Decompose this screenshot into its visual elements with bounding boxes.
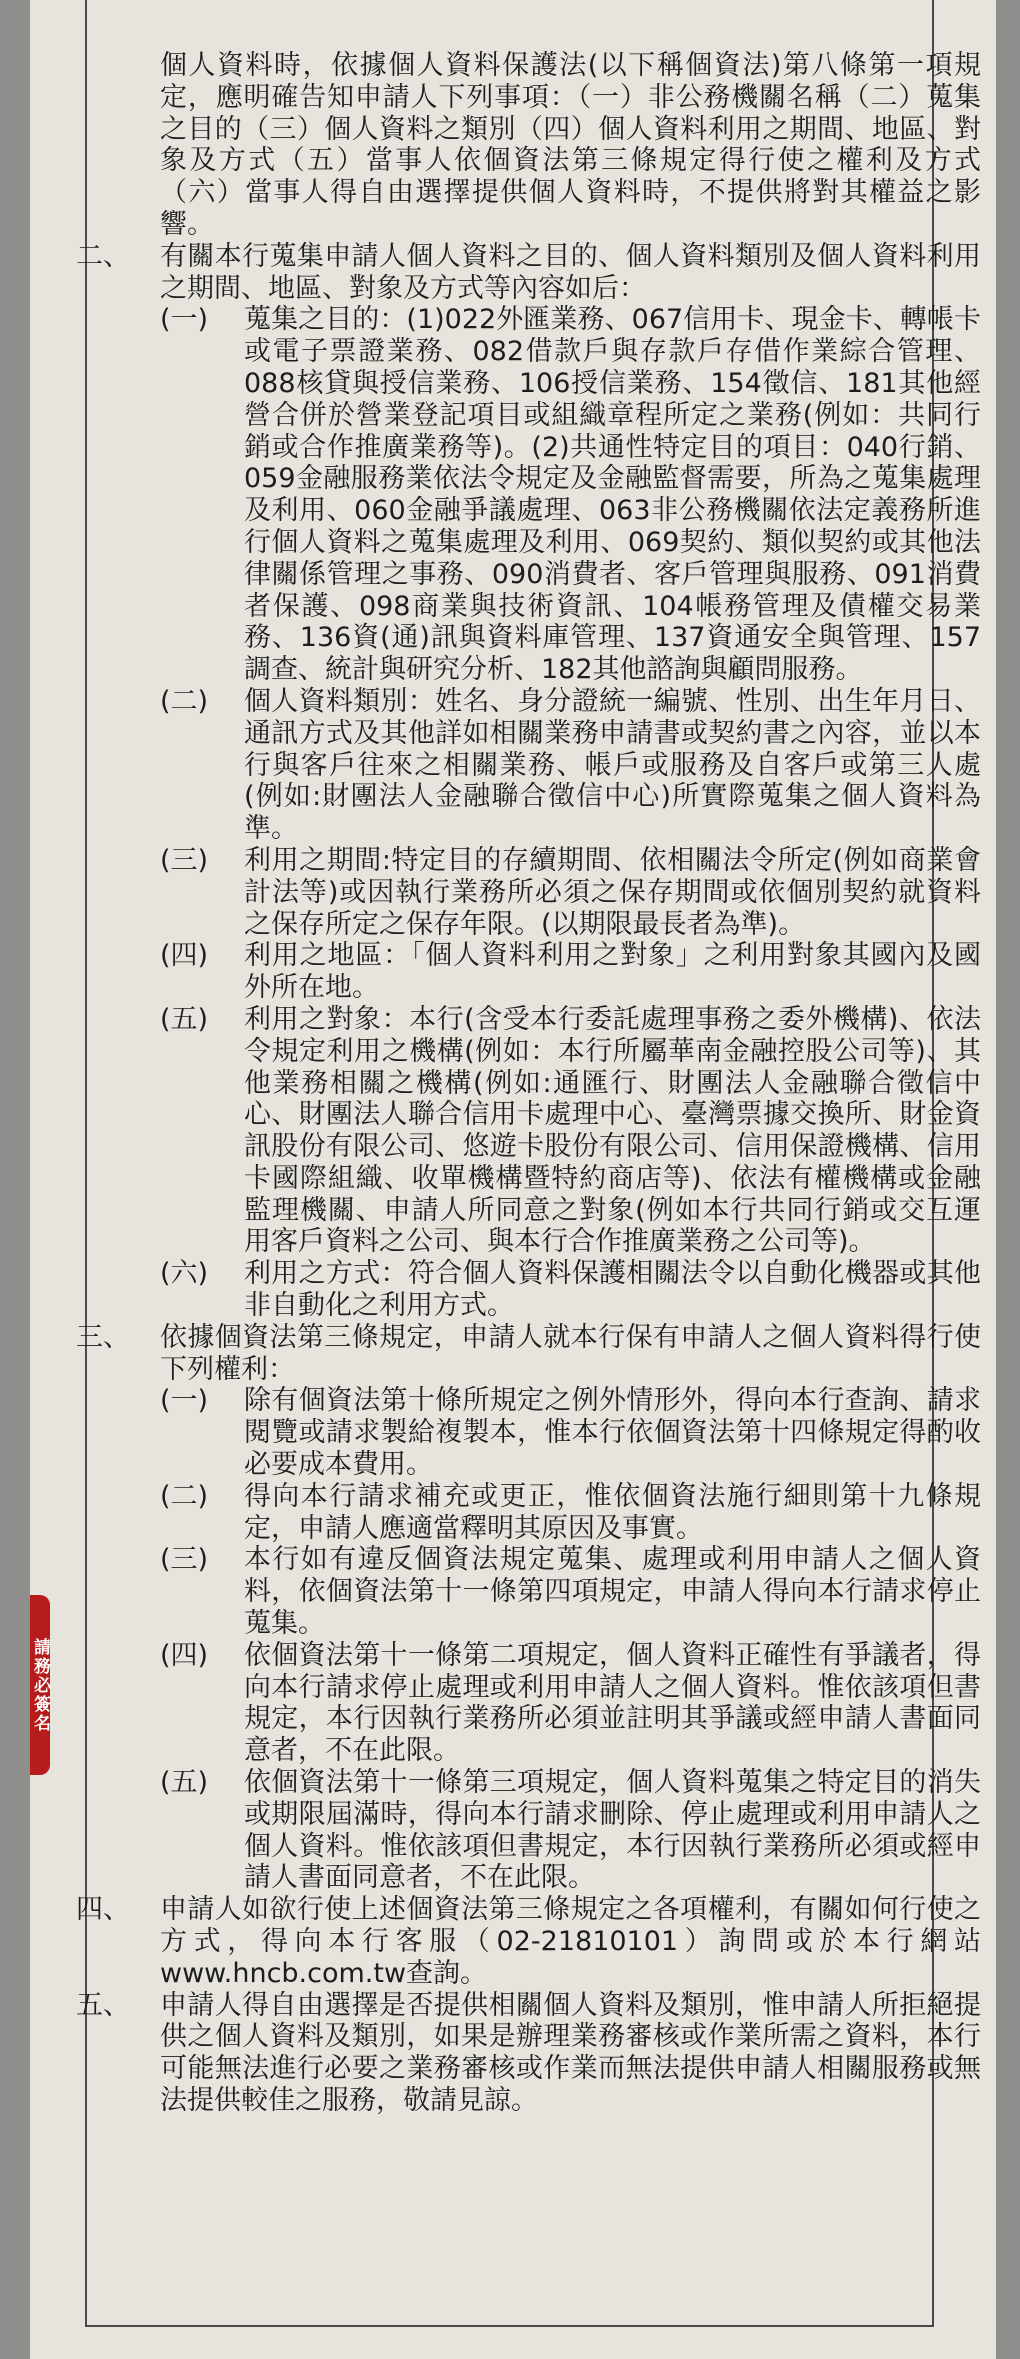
item-number: (一) bbox=[160, 304, 209, 336]
item-number: (六) bbox=[160, 1258, 209, 1290]
section-number: 五、 bbox=[76, 1989, 130, 2021]
item-text: 蒐集之目的：(1)022外匯業務、067信用卡、現金卡、轉帳卡或電子票證業務、082借款戶與存款戶存借作業綜合管理、088核貸與授信業務、106授信業務、154徵信、181其他經營合併於營業登記項目或組織章程所定之業務(例如：共同行銷或合作推廣業務等)。(2)共通性特定目的項目：040行銷、059金融服務業依法令規定及金融監督需要，所為之蒐集處理及利用、060金融爭議處理、063非公務機關依法定義務所進行個人資料之蒐集處理及利用、069契約、類似契約或其他法律關係管理之事務、090消費者、客戶管理與服務、091消費者保護、098商業與技術資訊、104帳務管理及債權交易業務、136資(通)訊與資料庫管理、137資通安全與管理、157調查、統計與研究分析、182其他諮詢與顧問服務。 bbox=[244, 304, 981, 686]
sections bbox=[76, 241, 981, 2117]
section-text: 依據個資法第三條規定，申請人就本行保有申請人之個人資料得行使下列權利： bbox=[160, 1321, 981, 1385]
item-text: 得向本行請求補充或更正，惟依個資法施行細則第十九條規定，申請人應適當釋明其原因及事實。 bbox=[244, 1480, 981, 1544]
item-text: 利用之方式：符合個人資料保護相關法令以自動化機器或其他非自動化之利用方式。 bbox=[244, 1258, 981, 1322]
item-text: 利用之期間:特定目的存續期間、依相關法令所定(例如商業會計法等)或因執行業務所必須之保存期間或依個別契約就資料之保存所定之保存年限。(以期限最長者為準)。 bbox=[244, 844, 981, 940]
section-text: 申請人得自由選擇是否提供相關個人資料及類別，惟申請人所拒絕提供之個人資料及類別，如果是辦理業務審核或作業所需之資料，本行可能無法進行必要之業務審核或作業而無法提供申請人相關服務或無法提供較佳之服務，敬請見諒。 bbox=[160, 1989, 981, 2116]
document-page bbox=[30, 0, 996, 2359]
section-text: 申請人如欲行使上述個資法第三條規定之各項權利，有關如何行使之方式，得向本行客服（02-21810101）詢問或於本行網站www.hncb.com.tw查詢。 bbox=[160, 1894, 981, 1989]
section-item bbox=[160, 686, 981, 845]
section-number: 三、 bbox=[76, 1321, 130, 1353]
item-number: (三) bbox=[160, 1544, 209, 1576]
item-number: (一) bbox=[160, 1385, 209, 1417]
section-item bbox=[160, 1481, 981, 1545]
section-item bbox=[160, 1385, 981, 1480]
section-item bbox=[160, 304, 981, 686]
privacy-notice bbox=[76, 50, 981, 2117]
item-number: (二) bbox=[160, 1480, 209, 1512]
signature-reminder-tab: 請務必簽名 bbox=[30, 1595, 50, 1775]
item-text: 依個資法第十一條第二項規定，個人資料正確性有爭議者，得向本行請求停止處理或利用申請人之個人資料。惟依該項但書規定，本行因執行業務所必須並註明其爭議或經申請人書面同意者，不在此限。 bbox=[244, 1639, 981, 1767]
item-text: 利用之對象：本行(含受本行委託處理事務之委外機構)、依法令規定利用之機構(例如：本行所屬華南金融控股公司等)、其他業務相關之機構(例如:通匯行、財團法人金融聯合徵信中心、財團法人聯合信用卡處理中心、臺灣票據交換所、財金資訊股份有限公司、悠遊卡股份有限公司、信用保證機構、信用卡國際組織、收單機構暨特約商店等)、依法有權機構或金融監理機關、申請人所同意之對象(例如本行共同行銷或交互運用客戶資料之公司、與本行合作推廣業務之公司等)。 bbox=[244, 1003, 981, 1258]
item-text: 本行如有違反個資法規定蒐集、處理或利用申請人之個人資料，依個資法第十一條第四項規定，申請人得向本行請求停止蒐集。 bbox=[244, 1544, 981, 1640]
section-item bbox=[160, 1767, 981, 1894]
section bbox=[76, 1322, 981, 1386]
section-text: 有關本行蒐集申請人個人資料之目的、個人資料類別及個人資料利用之期間、地區、對象及方式等內容如后： bbox=[160, 240, 981, 304]
item-number: (四) bbox=[160, 1639, 209, 1671]
section bbox=[76, 1894, 981, 1989]
section-number: 二、 bbox=[76, 240, 130, 272]
item-number: (三) bbox=[160, 844, 209, 876]
section-item bbox=[160, 1004, 981, 1258]
intro-paragraph: 個人資料時，依據個人資料保護法(以下稱個資法)第八條第一項規定，應明確告知申請人下列事項：（一）非公務機關名稱（二）蒐集之目的（三）個人資料之類別（四）個人資料利用之期間、地區、對象及方式（五）當事人依個資法第三條規定得行使之權利及方式（六）當事人得自由選擇提供個人資料時，不提供將對其權益之影響。 bbox=[160, 50, 981, 240]
section-item bbox=[160, 940, 981, 1004]
section-number: 四、 bbox=[76, 1894, 130, 1926]
item-number: (五) bbox=[160, 1767, 209, 1799]
item-number: (二) bbox=[160, 685, 209, 717]
item-number: (四) bbox=[160, 940, 209, 972]
item-text: 利用之地區：「個人資料利用之對象」之利用對象其國內及國外所在地。 bbox=[244, 940, 981, 1004]
section-item bbox=[160, 1258, 981, 1322]
section-item bbox=[160, 1640, 981, 1767]
section bbox=[76, 1990, 981, 2117]
section-item bbox=[160, 845, 981, 940]
item-text: 個人資料類別：姓名、身分證統一編號、性別、出生年月日、通訊方式及其他詳如相關業務申請書或契約書之內容，並以本行與客戶往來之相關業務、帳戶或服務及自客戶或第三人處(例如:財團法人金融聯合徵信中心)所實際蒐集之個人資料為準。 bbox=[244, 685, 981, 845]
section-item bbox=[160, 1544, 981, 1639]
section bbox=[76, 241, 981, 305]
item-number: (五) bbox=[160, 1003, 209, 1035]
item-text: 依個資法第十一條第三項規定，個人資料蒐集之特定目的消失或期限屆滿時，得向本行請求刪除、停止處理或利用申請人之個人資料。惟依該項但書規定，本行因執行業務所必須或經申請人書面同意者，不在此限。 bbox=[244, 1767, 981, 1894]
item-text: 除有個資法第十條所規定之例外情形外，得向本行查詢、請求閱覽或請求製給複製本，惟本行依個資法第十四條規定得酌收必要成本費用。 bbox=[244, 1385, 981, 1481]
